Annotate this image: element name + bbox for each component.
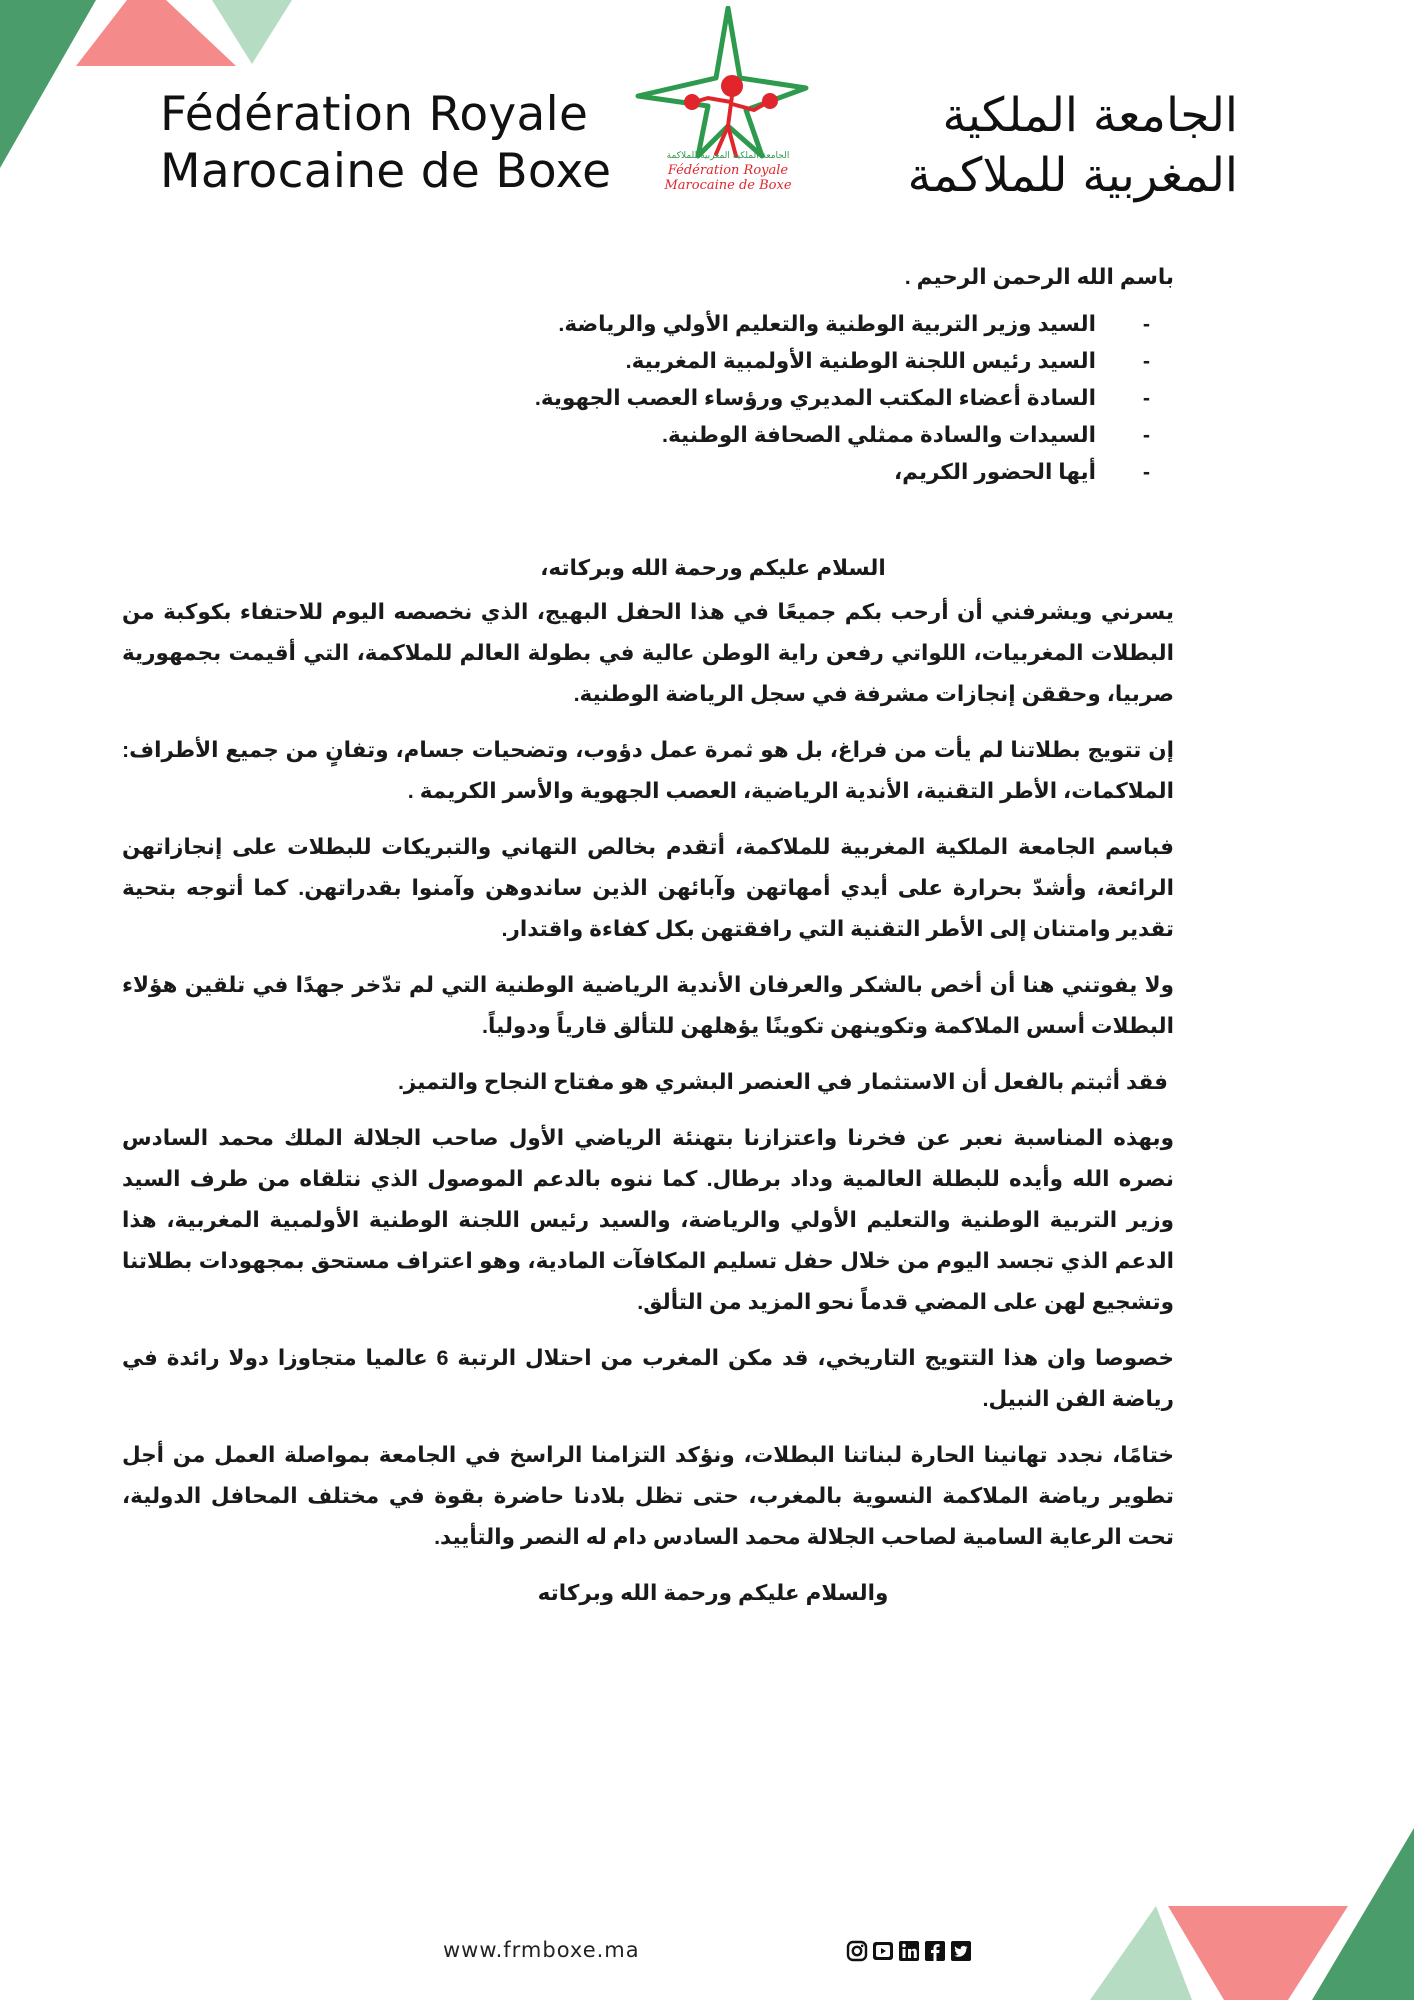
org-name-fr-line1: Fédération Royale: [160, 87, 589, 142]
paragraph: خصوصا وان هذا التتويج التاريخي، قد مكن المغرب من احتلال الرتبة 6 عالميا متجاوزا دولا رائدة في رياضة الفن النبيل.: [122, 1346, 1174, 1411]
list-item: - أيها الحضور الكريم،: [122, 454, 1150, 491]
federation-logo: [628, 6, 828, 198]
org-name-ar-line1: الجامعة الملكية: [942, 88, 1238, 143]
org-name-fr-line2: Marocaine de Boxe: [160, 144, 612, 199]
logo-fr-line2: Marocaine de Boxe: [664, 178, 792, 193]
list-item: - السيد رئيس اللجنة الوطنية الأولمبية المغربية.: [122, 343, 1150, 380]
list-item: - السيدات والسادة ممثلي الصحافة الوطنية.: [122, 417, 1150, 454]
paragraph: فقد أثبتم بالفعل أن الاستثمار في العنصر البشري هو مفتاح النجاح والتميز.: [397, 1070, 1168, 1094]
green-triangle: [0, 0, 96, 168]
closing-salutation: والسلام عليكم ورحمة الله وبركاته: [537, 1581, 889, 1605]
basmala: باسم الله الرحمن الرحيم .: [904, 265, 1174, 289]
org-name-fr: [160, 86, 611, 200]
paragraph: ولا يفوتني هنا أن أخص بالشكر والعرفان الأندية الرياضية الوطنية التي لم تدّخر جهدًا في تلقين هؤلاء البطلات أسس الملاكمة وتكوينهن تكوينًا يؤهلهن للتألق قارياً ودولياً.: [122, 973, 1174, 1038]
paragraph: ختامًا، نجدد تهانينا الحارة لبناتنا البطلات، ونؤكد التزامنا الراسخ في الجامعة بمواصلة العمل من أجل تطوير رياضة الملاكمة النسوية بالمغرب، حتى تظل بلادنا حاضرة بقوة في مختلف المحافل الدولية، تحت الرعاية السامية لصاحب الجلالة محمد السادس دام له النصر والتأييد.: [122, 1443, 1174, 1549]
salmon-triangle: [76, 0, 236, 66]
light-green-triangle: [212, 0, 292, 64]
social-icons: [846, 1940, 972, 1962]
addressee-list: [122, 306, 1174, 491]
org-name-ar: [908, 86, 1238, 206]
paragraph: فباسم الجامعة الملكية المغربية للملاكمة، أتقدم بخالص التهاني والتبريكات للبطلات على إنجازاتهن الرائعة، وأشدّ بحرارة على أيدي أمهاتهن وآبائهن الذين ساندوهن وآمنوا بقدراتهن. كما أتوجه بتحية تقدير وامتنان إلى الأطر التقنية التي رافقتهن بكل كفاءة واقتدار.: [122, 835, 1174, 941]
twitter-icon[interactable]: [950, 1940, 972, 1962]
bottom-right-decoration: [1090, 1820, 1414, 2000]
greeting: السلام عليكم ورحمة الله وبركاته،: [540, 556, 886, 580]
paragraph: يسرني ويشرفني أن أرحب بكم جميعًا في هذا الحفل البهيج، الذي نخصصه اليوم للاحتفاء بكوكبة من البطلات المغربيات، اللواتي رفعن راية الوطن عالية في بطولة العالم للملاكمة، التي أقيمت بجمهورية صربيا، وحققن إنجازات مشرفة في سجل الرياضة الوطنية.: [122, 600, 1174, 706]
paragraph: وبهذه المناسبة نعبر عن فخرنا واعتزازنا بتهنئة الرياضي الأول صاحب الجلالة الملك محمد السادس نصره الله وأيده للبطلة العالمية وداد برطال. كما ننوه بالدعم الموصول الذي نتلقاه من طرف السيد وزير التربية الوطنية والتعليم الأولي والرياضة، والسيد رئيس اللجنة الوطنية الأولمبية المغربية، هذا الدعم الذي تجسد اليوم من خلال حفل تسليم المكافآت المادية، وهو اعتراف مستحق بمجهودات بطلاتنا وتشجيع لهن على المضي قدماً نحو المزيد من التألق.: [122, 1126, 1174, 1314]
website-link[interactable]: www.frmboxe.ma: [443, 1938, 640, 1962]
org-name-ar-line2: المغربية للملاكمة: [907, 148, 1238, 203]
list-item: - السادة أعضاء المكتب المديري ورؤساء العصب الجهوية.: [122, 380, 1150, 417]
logo-arabic-text: الجامعة الملكية المغربية للملاكمة: [666, 151, 790, 161]
letter-body: [122, 258, 1174, 1612]
logo-fr-line1: Fédération Royale: [667, 163, 789, 178]
instagram-icon[interactable]: [846, 1940, 868, 1962]
linkedin-icon[interactable]: [898, 1940, 920, 1962]
list-item: - السيد وزير التربية الوطنية والتعليم الأولي والرياضة.: [122, 306, 1150, 343]
youtube-icon[interactable]: [872, 1940, 894, 1962]
paragraph: إن تتويج بطلاتنا لم يأت من فراغ، بل هو ثمرة عمل دؤوب، وتضحيات جسام، وتفانٍ من جميع الأطراف: الملاكمات، الأطر التقنية، الأندية الرياضية، العصب الجهوية والأسر الكريمة .: [122, 738, 1174, 803]
facebook-icon[interactable]: [924, 1940, 946, 1962]
